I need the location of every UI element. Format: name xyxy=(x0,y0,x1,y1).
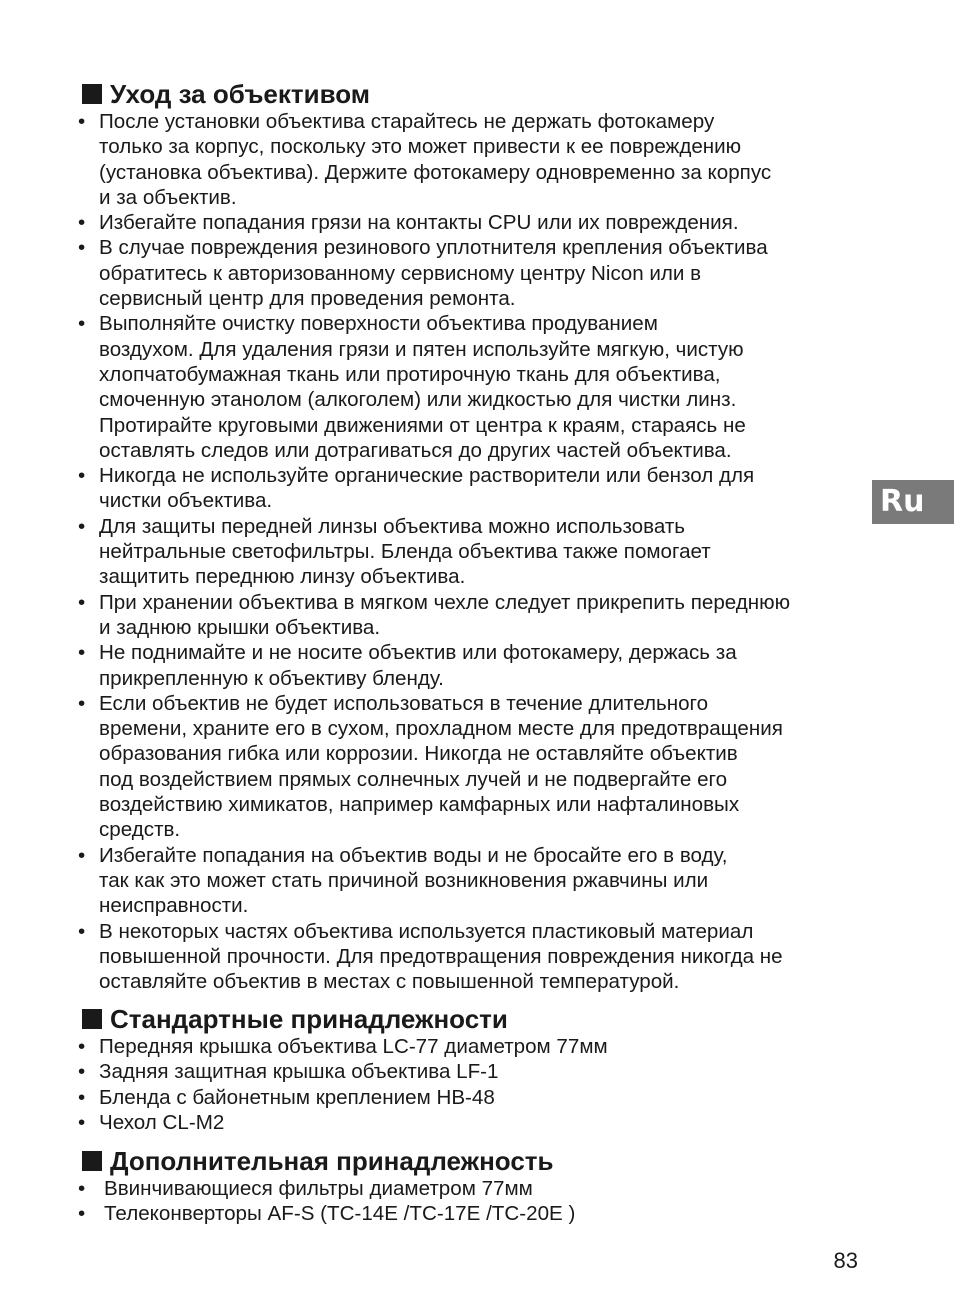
page-number: 83 xyxy=(833,1248,858,1273)
bullet-icon: • xyxy=(78,1035,86,1058)
list-item xyxy=(78,1034,608,1059)
lens-care-list xyxy=(78,109,790,994)
item-text-line: Избегайте попадания на объектив воды и не бросайте его в воду, xyxy=(99,843,728,867)
item-text-line: Протирайте круговыми движениями от центра к краям, стараясь не xyxy=(99,413,746,437)
item-text-line: хлопчатобумажная ткань или протирочную ткань для объектива, xyxy=(99,362,721,386)
list-item xyxy=(78,1176,575,1201)
item-text-line: При хранении объектива в мягком чехле следует прикрепить переднюю xyxy=(99,590,791,614)
bullet-icon: • xyxy=(78,641,86,665)
item-text-line: После установки объектива старайтесь не держать фотокамеру xyxy=(99,110,715,133)
item-text-line: Для защиты передней линзы объектива можно использовать xyxy=(99,514,686,538)
item-text-line: смоченную этанолом (алкоголем) или жидкостью для чистки линз. xyxy=(99,388,737,412)
item-text-line: Выполняйте очистку поверхности объектива продуванием xyxy=(99,312,658,336)
item-text-line: повышенной прочности. Для предотвращения повреждения никогда не xyxy=(99,944,783,968)
item-text-line: обратитесь к авторизованному сервисному центру Nicon или в xyxy=(99,261,702,285)
bullet-icon: • xyxy=(78,590,86,614)
bullet-icon: • xyxy=(78,464,86,488)
section-title-standard-accessories xyxy=(82,1004,508,1034)
section-title-text: Стандартные принадлежности xyxy=(110,1004,508,1034)
square-bullet-icon xyxy=(82,1151,102,1171)
bullet-icon: • xyxy=(78,312,86,336)
section-title-text: Дополнительная принадлежность xyxy=(110,1146,554,1176)
square-bullet-icon xyxy=(82,1009,102,1029)
item-text-line: так как это может стать причиной возникновения ржавчины или xyxy=(99,868,709,892)
standard-accessories-list xyxy=(78,1034,608,1135)
list-item xyxy=(78,919,790,995)
bullet-icon: • xyxy=(78,236,86,260)
bullet-icon: • xyxy=(78,1085,86,1109)
list-item xyxy=(78,691,790,843)
item-text-line: и за объектив. xyxy=(99,185,237,209)
list-item xyxy=(78,590,790,641)
item-text-line: В некоторых частях объектива используется пластиковый материал xyxy=(99,919,754,943)
item-text-line: Никогда не используйте органические растворители или бензол для xyxy=(99,464,755,488)
bullet-icon: • xyxy=(78,1202,86,1226)
item-text-line: Не поднимайте и не носите объектив или фотокамеру, держась за xyxy=(99,641,737,665)
item-text-line: времени, храните его в сухом, прохладном месте для предотвращения xyxy=(99,717,783,741)
item-text-line: прикрепленную к объективу бленду. xyxy=(99,666,444,690)
square-bullet-icon xyxy=(82,84,102,104)
list-item xyxy=(78,311,790,463)
item-text-line: Избегайте попадания грязи на контакты CPU или их повреждения. xyxy=(99,211,739,235)
list-item xyxy=(78,1085,608,1110)
item-text-line: нейтральные светофильтры. Бленда объектива также помогает xyxy=(99,540,711,564)
item-text-line: сервисный центр для проведения ремонта. xyxy=(99,287,516,311)
optional-accessories-list xyxy=(78,1176,575,1227)
bullet-icon: • xyxy=(78,843,86,867)
item-text-line: Если объектив не будет использоваться в течение длительного xyxy=(99,691,709,715)
item-text-line: Телеконверторы AF-S (TC-14E /TC-17E /TC-20E ) xyxy=(104,1202,576,1226)
list-item xyxy=(78,1201,575,1226)
bullet-icon: • xyxy=(78,110,86,133)
bullet-icon: • xyxy=(78,1060,86,1084)
section-title-optional-accessories xyxy=(82,1146,554,1176)
item-text-line: чистки объектива. xyxy=(99,489,273,513)
item-text-line: Чехол CL-M2 xyxy=(99,1110,225,1134)
list-item xyxy=(78,109,790,210)
item-text-line: (установка объектива). Держите фотокамеру одновременно за корпус xyxy=(99,160,772,184)
section-title-lens-care xyxy=(82,79,370,109)
list-item xyxy=(78,210,790,235)
item-text-line: образования гибка или коррозии. Никогда не оставляйте объектив xyxy=(99,742,738,766)
bullet-icon: • xyxy=(78,211,86,235)
bullet-icon: • xyxy=(78,919,86,943)
bullet-icon: • xyxy=(78,1177,86,1200)
list-item xyxy=(78,463,790,514)
bullet-icon: • xyxy=(78,1110,86,1134)
list-item xyxy=(78,1110,608,1135)
item-text-line: оставляйте объектив в местах с повышенной температурой. xyxy=(99,970,680,994)
item-text-line: и заднюю крышки объектива. xyxy=(99,615,381,639)
item-text-line: оставлять следов или дотрагиваться до других частей объектива. xyxy=(99,438,732,462)
list-item xyxy=(78,843,790,919)
section-title-text: Уход за объективом xyxy=(110,79,371,109)
item-text-line: воздухом. Для удаления грязи и пятен используйте мягкую, чистую xyxy=(99,337,744,361)
item-text-line: Ввинчивающиеся фильтры диаметром 77мм xyxy=(104,1177,533,1200)
item-text-line: Задняя защитная крышка объектива LF-1 xyxy=(99,1060,499,1084)
item-text-line: под воздействием прямых солнечных лучей и не подвергайте его xyxy=(99,767,728,791)
item-text-line: Бленда с байонетным креплением HB-48 xyxy=(99,1085,495,1109)
item-text-line: Передняя крышка объектива LC-77 диаметром 77мм xyxy=(99,1035,608,1058)
item-text-line: защитить переднюю линзу объектива. xyxy=(99,565,466,589)
list-item xyxy=(78,640,790,691)
item-text-line: неисправности. xyxy=(99,894,249,918)
item-text-line: В случае повреждения резинового уплотнителя крепления объектива xyxy=(99,236,768,260)
language-tab: Ru xyxy=(872,480,954,524)
list-item xyxy=(78,1059,608,1084)
item-text-line: воздействию химикатов, например камфарных или нафталиновых xyxy=(99,793,740,817)
list-item xyxy=(78,235,790,311)
bullet-icon: • xyxy=(78,691,86,715)
item-text-line: только за корпус, поскольку это может привести к ее повреждению xyxy=(99,135,742,159)
list-item xyxy=(78,514,790,590)
bullet-icon: • xyxy=(78,514,86,538)
item-text-line: средств. xyxy=(99,818,181,842)
